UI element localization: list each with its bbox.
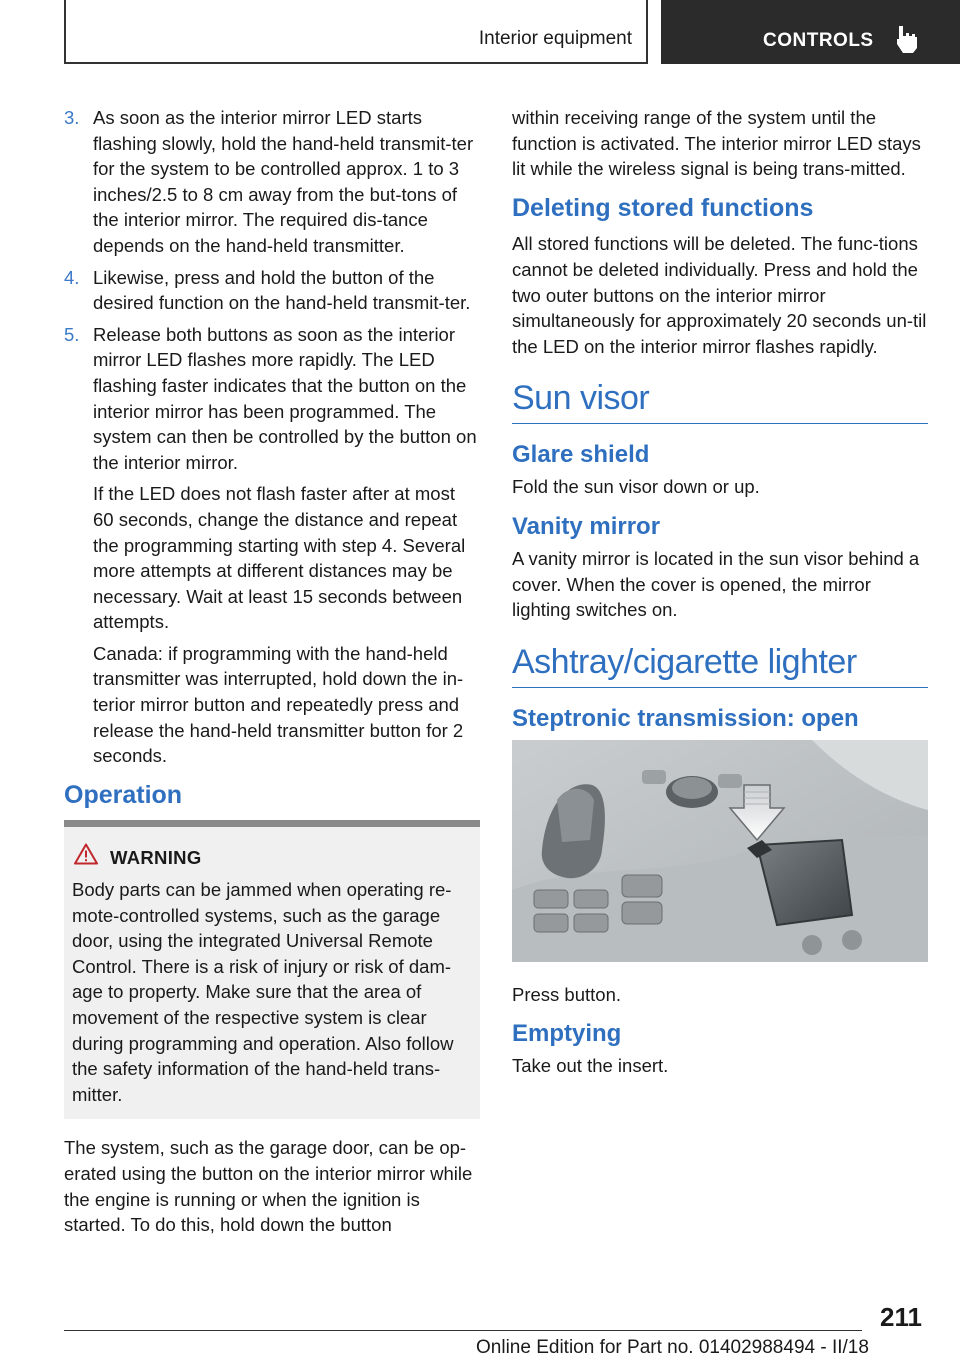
console-ashtray-photo xyxy=(512,740,928,962)
page-number: 211 xyxy=(880,1302,922,1332)
warning-title xyxy=(110,845,472,871)
step5-paragraph: Canada: if programming with the hand-held transmitter was interrupted, hold down the in‐terior mirror button and repeatedly press and release the hand-held transmitter button for 2 seconds. xyxy=(93,642,464,767)
ashtray-heading: Ashtray/cigarette lighter xyxy=(512,641,928,688)
warning-text: Body parts can be jammed when operating re‐mote-controlled systems, such as the garage door, using the integrated Universal Remote Control. There is a risk of injury or risk of dam‐age to property. Make sure that the area of movement of the respective system is clear during programming and operation. Also follow the safety information of the hand-held trans‐mitter. xyxy=(72,879,454,1105)
warning-box xyxy=(64,820,480,1119)
emptying-text: Take out the insert. xyxy=(512,1055,669,1077)
photo-caption: Press button. xyxy=(512,983,622,1005)
step-text: As soon as the interior mirror LED starts flashing slowly, hold the hand-held transmit‐ter for the system to be controlled approx. 1 to 3 inches/2.5 to 8 cm away from the but‐tons of the interior mirror. The required dis‐tance depends on the hand-held transmitter. xyxy=(93,107,474,256)
emptying-heading: Emptying xyxy=(512,1020,622,1048)
deleting-heading: Deleting stored functions xyxy=(512,193,814,222)
footer-edition: Online Edition for Part no. 01402988494 - II/18 xyxy=(476,1337,869,1358)
continuation-text: within receiving range of the system until the function is activated. The interior mirror LED stays lit while the wireless signal is being trans‐mitted. xyxy=(512,107,921,180)
step-text: Release both buttons as soon as the interior mirror LED flashes more rapidly. The LED flashing faster indicates that the button on the interior mirror has been programmed. The system can then be controlled by the button on the interior mirror. xyxy=(93,323,477,473)
header-chapter-box xyxy=(661,0,960,64)
steptronic-heading: Steptronic transmission: open xyxy=(512,704,859,732)
warning-triangle-icon xyxy=(74,843,98,865)
hand-pointer-icon xyxy=(893,24,921,54)
step-item xyxy=(64,105,480,259)
operation-heading: Operation xyxy=(64,780,183,809)
operation-text: The system, such as the garage door, can be op‐erated using the button on the interior mirror while the engine is running or when the ignition is started. To do this, hold down the button xyxy=(64,1137,473,1236)
step-number: 3. xyxy=(64,107,80,128)
deleting-text: All stored functions will be deleted. The func‐tions cannot be deleted individually. Press and hold the two outer buttons on the interior mirror simultaneously for approximately 20 seconds un‐til the LED on the interior mirror flashes rapidly. xyxy=(512,233,927,357)
footer-divider xyxy=(64,1330,862,1331)
step-item xyxy=(64,265,480,316)
header-section-title: Interior equipment xyxy=(478,28,632,49)
header-chapter-title: CONTROLS xyxy=(763,30,874,51)
glare-shield-heading: Glare shield xyxy=(512,441,650,469)
step-text: Likewise, press and hold the button of the desired function on the hand-held transmit‐ter. xyxy=(93,266,471,314)
step5-paragraph: If the LED does not flash faster after at most 60 seconds, change the distance and repeat the programming starting with step 4. Several more attempts at different distances may be necessary. Wait at least 15 seconds between attempts. xyxy=(93,483,466,633)
step-number: 5. xyxy=(64,323,80,345)
vanity-mirror-text: A vanity mirror is located in the sun visor behind a cover. When the cover is opened, the mirror lighting switches on. xyxy=(512,547,920,621)
right-column xyxy=(512,105,928,1085)
sun-visor-heading: Sun visor xyxy=(512,377,928,424)
warning-title-text: WARNING xyxy=(110,847,202,869)
step-item xyxy=(64,322,480,476)
glare-shield-text: Fold the sun visor down or up. xyxy=(512,476,760,498)
left-column xyxy=(64,105,480,1244)
header-section-box xyxy=(64,0,648,64)
step-number: 4. xyxy=(64,266,80,288)
vanity-mirror-heading: Vanity mirror xyxy=(512,512,661,540)
